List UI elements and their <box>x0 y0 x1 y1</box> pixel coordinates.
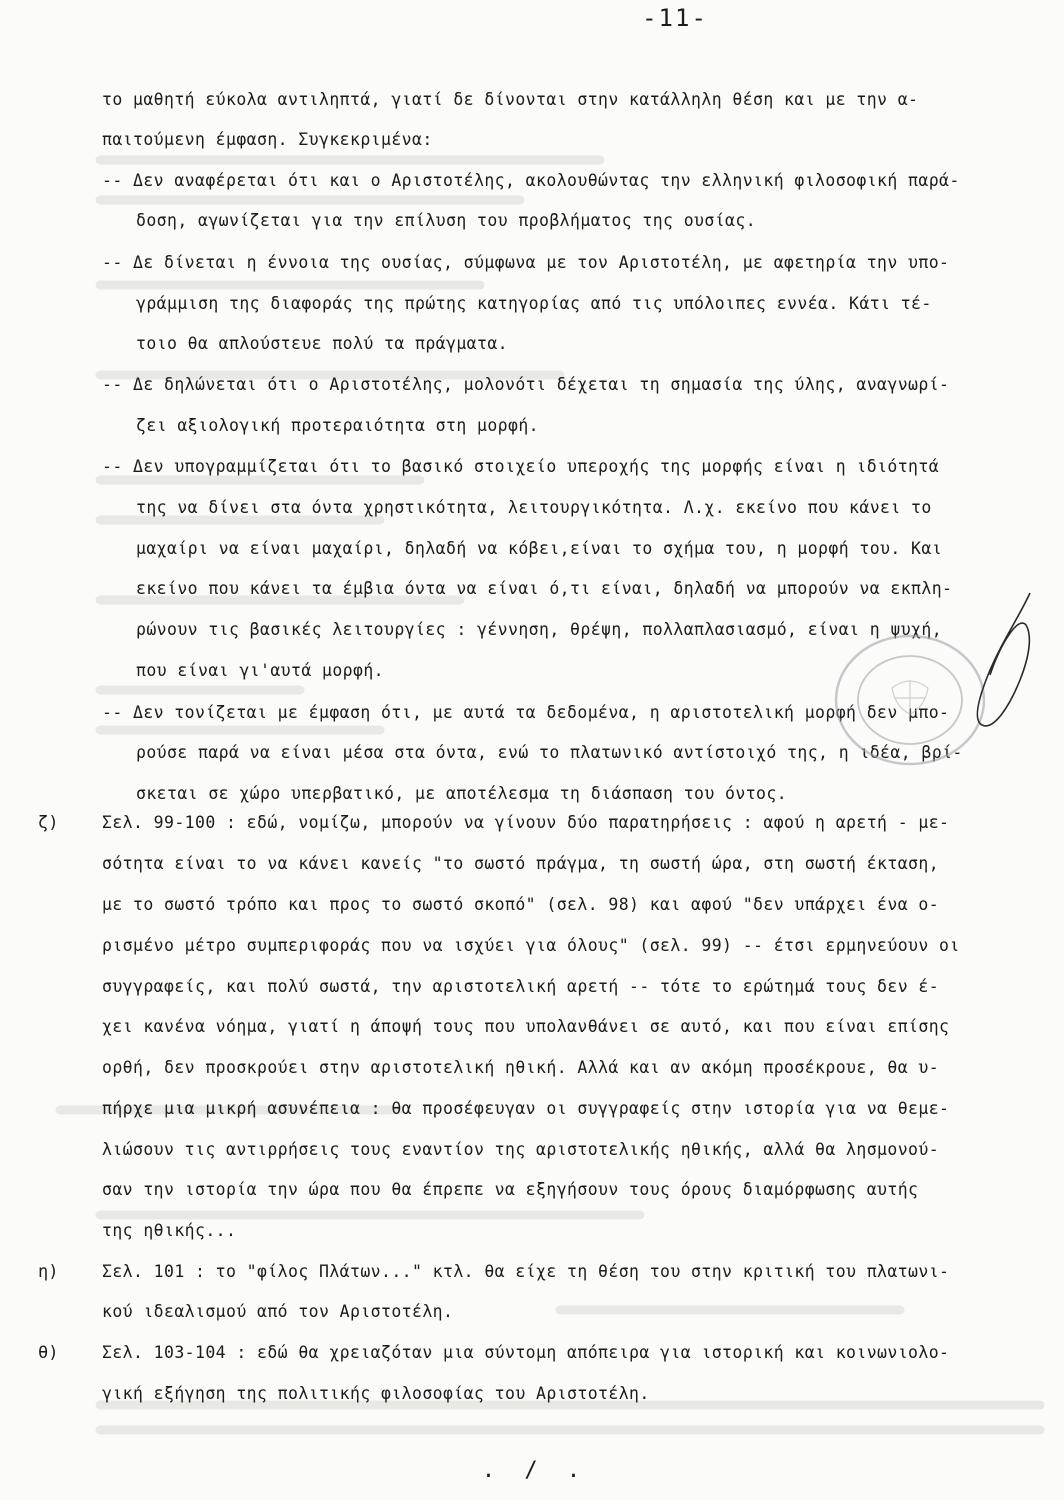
body-line: εκείνο που κάνει τα έμβια όντα να είναι ό,τι είναι, δηλαδή να μπορούν να εκπλη- <box>136 579 953 598</box>
continuation-mark: . / . <box>481 1458 589 1483</box>
item-label-theta: θ) <box>38 1343 59 1363</box>
body-line: -- Δεν υπογραμμίζεται ότι το βασικό στοιχείο υπεροχής της μορφής είναι η ιδιότητά <box>102 457 940 476</box>
body-line: που είναι γι'αυτά μορφή. <box>136 661 385 680</box>
body-line: γική εξήγηση της πολιτικής φιλοσοφίας του Αριστοτέλη. <box>102 1384 650 1403</box>
body-line: γράμμιση της διαφοράς της πρώτης κατηγορίας από τις υπόλοιπες εννέα. Κάτι τέ- <box>136 294 932 313</box>
body-line: σότητα είναι το να κάνει κανείς "το σωστό πράγμα, τη σωστή ώρα, στη σωστή έκταση, <box>102 854 940 873</box>
item-label-eta: η) <box>38 1262 59 1282</box>
item-label-zeta: ζ) <box>38 813 59 833</box>
body-line: τοιο θα απλούστευε πολύ τα πράγματα. <box>136 334 509 353</box>
body-line: δοση, αγωνίζεται για την επίλυση του προβλήματος της ουσίας. <box>136 211 757 230</box>
body-line: -- Δεν τονίζεται με έμφαση ότι, με αυτά τα δεδομένα, η αριστοτελική μορφή δεν μπο- <box>102 703 950 722</box>
handwritten-signature <box>960 585 1040 735</box>
body-line: παιτούμενη έμφαση. Συγκεκριμένα: <box>102 130 433 149</box>
body-line: κού ιδεαλισμού από τον Αριστοτέλη. <box>102 1302 454 1321</box>
body-line: ορθή, δεν προσκρούει στην αριστοτελική ηθική. Αλλά και αν ακόμη προσέκρουε, θα υ- <box>102 1058 940 1077</box>
body-line: συγγραφείς, και πολύ σωστά, την αριστοτελική αρετή -- τότε το ερώτημά τους δεν έ- <box>102 977 940 996</box>
body-line: ρούσε παρά να είναι μέσα στα όντα, ενώ το πλατωνικό αντίστοιχό της, η ιδέα, βρί- <box>136 743 963 762</box>
body-line: Σελ. 101 : το "φίλος Πλάτων..." κτλ. θα είχε τη θέση του στην κριτική του πλατωνι- <box>102 1262 950 1281</box>
body-line: ρισμένο μέτρο συμπεριφοράς που να ισχύει για όλους" (σελ. 99) -- έτσι ερμηνεύουν οι <box>102 936 960 955</box>
body-line: ζει αξιολογική προτεραιότητα στη μορφή. <box>136 416 540 435</box>
page-number: -11- <box>642 4 708 32</box>
body-line: σαν την ιστορία την ώρα που θα έπρεπε να εξηγήσουν τους όρους διαμόρφωσης αυτής <box>102 1180 919 1199</box>
body-line: -- Δε δίνεται η έννοια της ουσίας, σύμφωνα με τον Αριστοτέλη, με αφετηρία την υπο- <box>102 253 950 272</box>
body-line: χει κανένα νόημα, γιατί η άποψή τους που υπολανθάνει σε αυτό, και που είναι επίσης <box>102 1017 950 1036</box>
body-line: με το σωστό τρόπο και προς το σωστό σκοπό" (σελ. 98) και αφού "δεν υπάρχει ένα ο- <box>102 895 940 914</box>
body-line: ρώνουν τις βασικές λειτουργίες : γέννηση, θρέψη, πολλαπλασιασμό, είναι η ψυχή, <box>136 620 943 639</box>
body-line: -- Δεν αναφέρεται ότι και ο Αριστοτέλης, ακολουθώντας την ελληνική φιλοσοφική παρά- <box>102 171 960 190</box>
body-line: -- Δε δηλώνεται ότι ο Αριστοτέλης, μολονότι δέχεται τη σημασία της ύλης, αναγνωρί- <box>102 375 950 394</box>
body-line: σκεται σε χώρο υπερβατικό, με αποτέλεσμα τη διάσπαση του όντος. <box>136 784 788 803</box>
body-line: λιώσουν τις αντιρρήσεις τους εναντίον της αριστοτελικής ηθικής, αλλά θα λησμονού- <box>102 1140 940 1159</box>
body-line: Σελ. 99-100 : εδώ, νομίζω, μπορούν να γίνουν δύο παρατηρήσεις : αφού η αρετή - με- <box>102 813 950 832</box>
body-line: της να δίνει στα όντα χρηστικότητα, λειτουργικότητα. Λ.χ. εκείνο που κάνει το <box>136 498 932 517</box>
body-line: πήρχε μια μικρή ασυνέπεια : θα προσέφευγαν οι συγγραφείς στην ιστορία για να θεμε- <box>102 1099 950 1118</box>
body-line: της ηθικής... <box>102 1221 237 1240</box>
body-line: μαχαίρι να είναι μαχαίρι, δηλαδή να κόβει,είναι το σχήμα του, η μορφή του. Και <box>136 539 943 558</box>
body-line: Σελ. 103-104 : εδώ θα χρειαζόταν μια σύντομη απόπειρα για ιστορική και κοινωνιολο- <box>102 1343 950 1362</box>
body-line: το μαθητή εύκολα αντιληπτά, γιατί δε δίνονται στην κατάλληλη θέση και με την α- <box>102 90 919 109</box>
